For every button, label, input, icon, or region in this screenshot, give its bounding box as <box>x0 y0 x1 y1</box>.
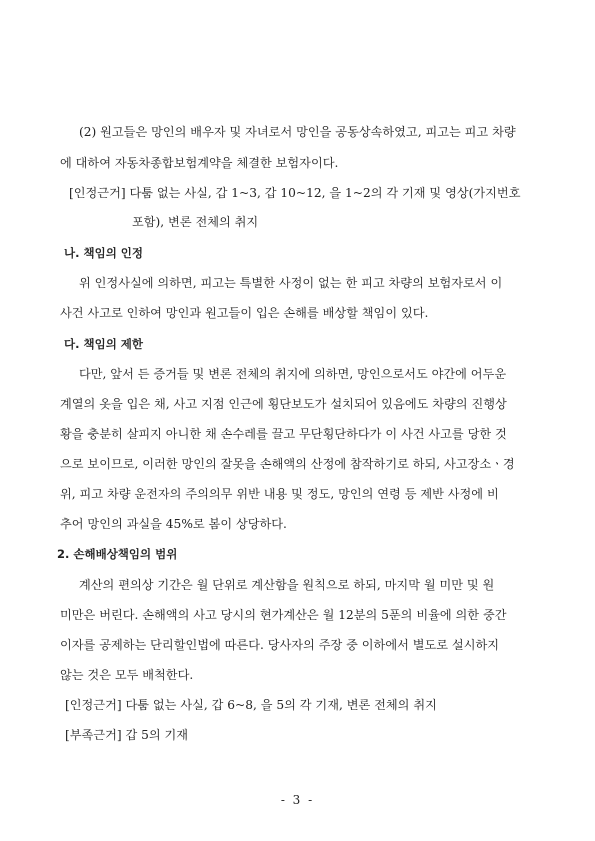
citation-insufficient: [부족근거] 갑 5의 기재 <box>65 728 189 742</box>
para-2-line-2: 에 대하여 자동차종합보험계약을 체결한 보험자이다. <box>60 156 339 170</box>
limitation-line-2: 계열의 옷을 입은 채, 사고 지점 인근에 횡단보도가 설치되어 있음에도 차량의 진행상 <box>60 397 507 411</box>
damages-line-2: 미만은 버린다. 손해액의 사고 당시의 현가계산은 월 12분의 5푼의 비율에 의한 중간 <box>60 608 507 622</box>
liability-line-1: 위 인정사실에 의하면, 피고는 특별한 사정이 없는 한 피고 차량의 보험자로서 이 <box>79 276 503 290</box>
damages-line-3: 이자를 공제하는 단리할인법에 따른다. 당사자의 주장 중 이하에서 별도로 설시하지 <box>60 638 500 652</box>
page-number: - 3 - <box>280 793 315 807</box>
citation-basis-1: [인정근거] 다툼 없는 사실, 갑 1~3, 갑 10~12, 을 1~2의 각 기재 및 영상(가지번호 <box>69 186 521 200</box>
heading-liability-recognition: 나. 책임의 인정 <box>64 246 144 260</box>
citation-basis-2: [인정근거] 다툼 없는 사실, 갑 6~8, 을 5의 각 기재, 변론 전체의 취지 <box>65 698 437 712</box>
limitation-line-4: 으로 보이므로, 이러한 망인의 잘못을 손해액의 산정에 참작하기로 하되, 사고장소ㆍ경 <box>60 457 515 471</box>
limitation-line-1: 다만, 앞서 든 증거들 및 변론 전체의 취지에 의하면, 망인으로서도 야간에 어두운 <box>79 367 507 381</box>
citation-basis-1-cont: 포함), 변론 전체의 취지 <box>132 215 259 229</box>
heading-damages-scope: 2. 손해배상책임의 범위 <box>57 547 178 561</box>
heading-liability-limitation: 다. 책임의 제한 <box>64 337 144 351</box>
liability-line-2: 사건 사고로 인하여 망인과 원고들이 입은 손해를 배상할 책임이 있다. <box>60 306 429 320</box>
damages-line-1: 계산의 편의상 기간은 월 단위로 계산함을 원칙으로 하되, 마지막 월 미만 및 원 <box>79 578 495 592</box>
limitation-line-6: 추어 망인의 과실을 45%로 봄이 상당하다. <box>60 517 287 531</box>
limitation-line-5: 위, 피고 차량 운전자의 주의의무 위반 내용 및 정도, 망인의 연령 등 제반 사정에 비 <box>60 487 499 501</box>
para-2-line-1: (2) 원고들은 망인의 배우자 및 자녀로서 망인을 공동상속하였고, 피고는 피고 차량 <box>79 125 516 139</box>
limitation-line-3: 황을 충분히 살피지 아니한 채 손수레를 끌고 무단횡단하다가 이 사건 사고를 당한 것 <box>60 427 507 441</box>
damages-line-4: 않는 것은 모두 배척한다. <box>60 668 194 682</box>
